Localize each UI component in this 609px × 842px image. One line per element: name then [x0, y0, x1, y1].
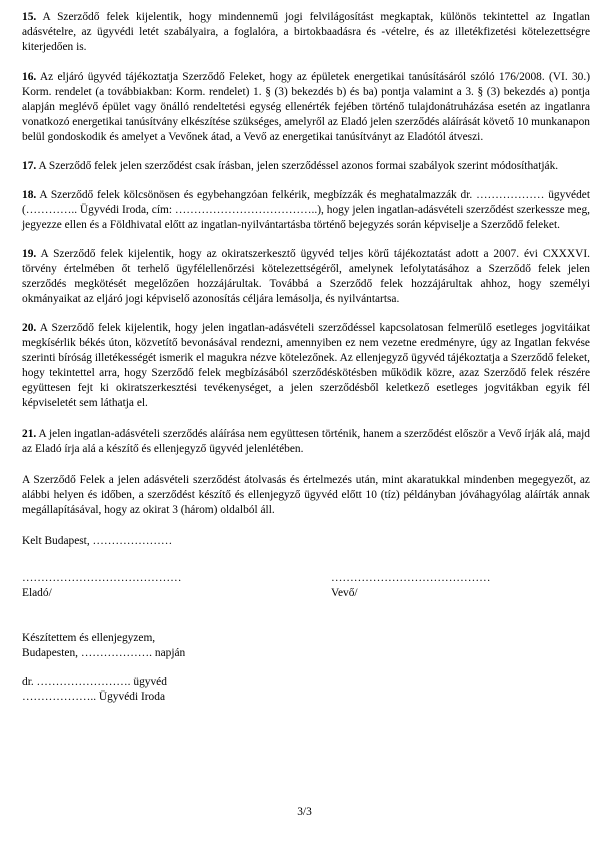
clause-text: A Szerződő felek kijelentik, hogy jelen ingatlan-adásvételi szerződéssel kapcsolatosan felmerülő esetleges jogvitáikat megkísérlik békés úton, közvetítő bevonásával rendezni, amennyiben ez nem vezetne eredményre, úgy az Ingatlan fekvése szerinti bíróság illetékességét ismerik el magukra nézve kötelezőnek. Az ellenjegyző ügyvéd tájékoztatja a Szerződő feleket, hogy tekintettel arra, hogy Szerződő felek megbízásából szerződéskötésben működik közre, azaz Szerződő felek részére együttesen fejt ki okiratszerkesztési tevékenységet, a jelen szerződésből keletkező esetleges jogvitákban egyik fél képviseletét sem láthatja el.	[22, 322, 590, 409]
seller-signature	[22, 571, 181, 601]
buyer-signature-line: ……………………………………	[331, 572, 491, 584]
clause-text: A Szerződő felek kijelentik, hogy mindennemű jogi felvilágosítást megkaptak, különös tekintettel az Ingatlan adásvételre, az ügyvédi letét szabályaira, a foglalóra, a birtokbaadásra és -vételre, és az illetékfizetési kötelezettségre kiterjedően is.	[22, 11, 590, 53]
clause-17	[22, 159, 590, 174]
clause-number: 20.	[22, 322, 37, 334]
clause-text: A Szerződő felek kijelentik, hogy az okiratszerkesztő ügyvéd teljes körű tájékoztatást adott a 2007. évi CXXXVI. törvény értelmében őt terhelő ügyfélellenőrzési kötelezettségéről, amelynek lefolytatásához a Szerződő felek jelen szerződés megkötését megelőzően hozzájárultak. Továbbá a Szerződő felek hozzájárultak ahhoz, hogy személyi okmányaikat az eljáró jogi képviselő azonosítás céljára lemásolja, és nyilvántartsa.	[22, 248, 590, 305]
certification-line-3: dr. ……………………. ügyvéd	[22, 676, 167, 688]
clause-15	[22, 10, 590, 55]
clause-number: 16.	[22, 71, 37, 83]
seller-label: Eladó/	[22, 587, 52, 599]
clause-21	[22, 427, 590, 457]
certification-block	[22, 631, 590, 705]
clause-text: A jelen ingatlan-adásvételi szerződés aláírása nem együttesen történik, hanem a szerződést először a Vevő írják alá, majd az Eladó írja alá a készítő és ellenjegyző ügyvéd jelenlétében.	[22, 428, 590, 455]
clause-20	[22, 321, 590, 411]
buyer-label: Vevő/	[331, 587, 358, 599]
document-page	[22, 10, 590, 705]
clause-number: 18.	[22, 189, 37, 201]
clause-19	[22, 247, 590, 307]
place-date-line: Kelt Budapest, …………………	[22, 535, 173, 547]
signature-block	[22, 571, 590, 605]
clause-16	[22, 70, 590, 145]
clause-text: Az eljáró ügyvéd tájékoztatja Szerződő Feleket, hogy az épületek energetikai tanúsításáról szóló 176/2008. (VI. 30.) Korm. rendelet (a továbbiakban: Korm. rendelet) 1. § (3) bekezdés b) és ba) pontja valamint a 3. § (3) bekezdés a) pontja alapján meglévő épület vagy önálló rendeltetési egység ellenérték fejében történő tulajdonátruházása esetén az ingatlanra vonatkozó energetikai tanúsítvány elkészítése szükséges, amelyről az Eladó jelen szerződés aláírását követő 10 munkanapon belül gondoskodik és amelyet a Vevőnek átad, a Vevő az energetikai tanúsítványt az Eladótól átveszi.	[22, 71, 590, 143]
buyer-signature	[331, 571, 490, 601]
certification-line-2: Budapesten, ………………. napján	[22, 647, 186, 659]
clause-number: 21.	[22, 428, 37, 440]
clause-text: A Szerződő felek kölcsönösen és egybehangzóan felkérik, megbízzák és meghatalmazzák dr. ……………… ügyvédet (………….. Ügyvédi Iroda, cím: ………………………………..), hogy jelen ingatlan-adásvételi szerződést szerkessze meg, jegyezze ellen és a Földhivatal előtt az ingatlan-nyilvántartásba történő bejegyzés során képviselje a Szerződő feleket.	[22, 189, 590, 231]
page-number: 3/3	[297, 806, 312, 818]
clause-number: 19.	[22, 248, 37, 260]
clause-18	[22, 188, 590, 233]
seller-signature-line: ……………………………………	[22, 572, 182, 584]
clause-number: 17.	[22, 160, 37, 172]
clause-text: A Szerződő felek jelen szerződést csak írásban, jelen szerződéssel azonos formai szabályok szerint módosíthatják.	[36, 160, 559, 172]
certification-line-4: ……………….. Ügyvédi Iroda	[22, 691, 165, 703]
clause-number: 15.	[22, 11, 37, 23]
certification-line-1: Készítettem és ellenjegyzem,	[22, 632, 156, 644]
closing-paragraph: A Szerződő Felek a jelen adásvételi szerződést átolvasás és értelmezés után, mint akaratukkal mindenben megegyezőt, az alábbi helyen és időben, a szerződést készítő és ellenjegyző ügyvéd előtt 10 (tíz) példányban jóváhagyólag aláírták annak megállapításával, hogy az okirat 3 (három) oldalból áll.	[22, 474, 590, 516]
